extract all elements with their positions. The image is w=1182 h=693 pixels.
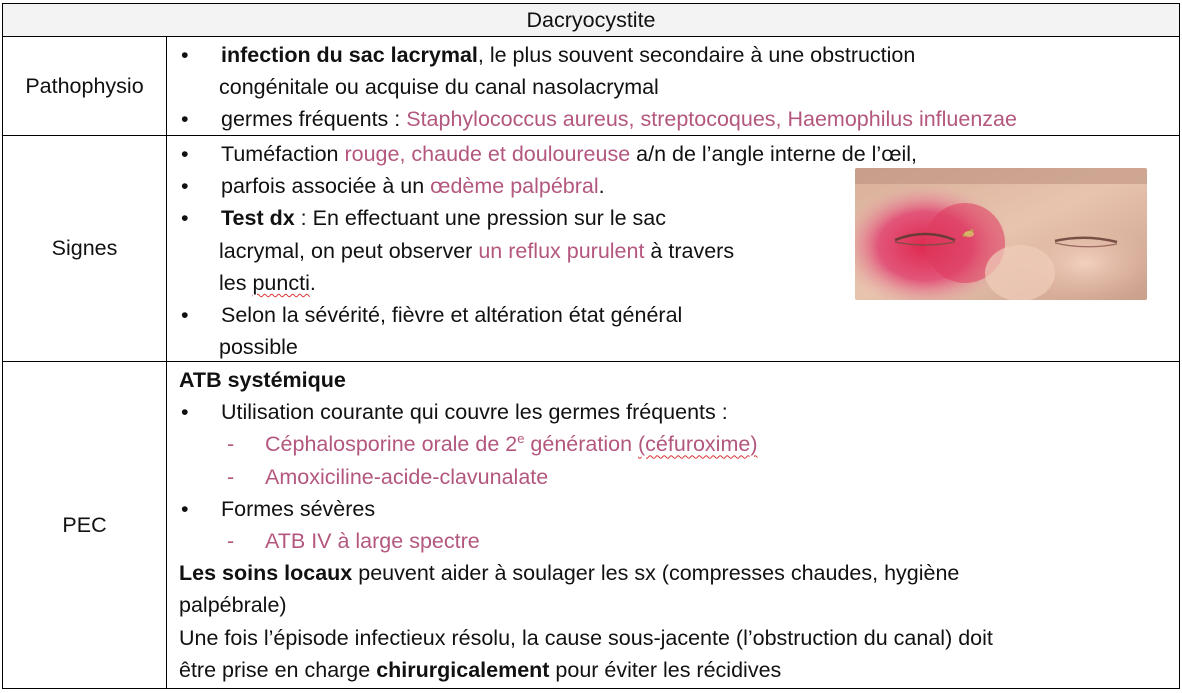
list-item [179,299,1179,331]
highlight: un reflux purulent [478,238,645,263]
table-title: Dacryocystite [3,4,1179,37]
superscript: e [517,431,525,447]
paragraph [179,557,1179,589]
text: a/n de l’angle interne de l’œil, [630,142,918,166]
text: être prise en charge [179,657,377,682]
sub-list-item [179,428,1179,460]
text: . [598,174,605,199]
row-label-pathophysio: Pathophysio [3,37,167,135]
row-content-pathophysio [167,37,1179,135]
row-label-signes: Signes [3,136,167,361]
row-content-pec [167,362,1179,688]
text: : En effectuant une pression sur le sac [294,206,666,231]
bullet-mark: • [181,206,189,231]
text: germes fréquents : [221,107,407,132]
sub-list-item [179,461,1179,493]
bullet-mark: • [181,142,189,166]
bullet-mark: • [181,303,189,328]
bold-term: Les soins locaux [179,561,353,586]
text: , le plus souvent secondaire à une obstruction [477,43,916,67]
text: . [309,270,316,295]
row-signes [3,136,1179,362]
bold-term: Test dx [221,206,295,231]
highlight: rouge, chaude et douloureuse [344,142,631,166]
list-item [179,103,1179,135]
text: Tuméfaction [221,142,345,166]
sub-list-item [179,525,1179,557]
text: Selon la sévérité, fièvre et altération état général [221,303,683,328]
list-item-continuation: congénitale ou acquise du canal nasolacrymal [219,75,659,100]
bullet-mark: • [181,400,189,425]
dash-mark: - [227,529,235,554]
bullet-mark: • [181,43,189,67]
germs-highlight: Staphylococcus aureus, streptocoques, Haemophilus influenzae [406,107,1017,132]
bold-term: chirurgicalement [376,657,550,682]
bullet-mark: • [181,496,189,521]
highlight: œdème palpébral [430,174,599,199]
paragraph: Une fois l’épisode infectieux résolu, la cause sous-jacente (l’obstruction du canal) doit [179,625,993,650]
row-content-signes [167,136,1179,361]
dacryocystite-table [2,3,1180,689]
bullet-mark: • [181,174,189,199]
bullet-mark: • [181,107,189,132]
spellcheck-underline-word: (céfuroxime) [638,432,758,457]
list-item [179,138,1179,170]
text: parfois associée à un [221,174,431,199]
text: peuvent aider à soulager les sx (compresses chaudes, hygiène [352,561,960,586]
dash-mark: - [227,464,235,489]
section-heading: ATB systémique [179,368,346,392]
paragraph-continuation [179,654,1179,686]
text: pour éviter les récidives [549,657,782,682]
text: Utilisation courante qui couvre les germes fréquents : [221,400,728,425]
text: ATB IV à large spectre [265,529,480,554]
list-item [179,396,1179,428]
list-item [179,39,1179,71]
paragraph-continuation: palpébrale) [179,593,287,618]
text: Amoxiciline-acide-clavunalate [265,464,549,489]
bold-term: infection du sac lacrymal [221,43,478,67]
text: à travers [644,238,735,263]
text: les [219,270,253,295]
spellcheck-underline-word: puncti [252,270,310,295]
row-label-pec: PEC [3,362,167,688]
list-item [179,493,1179,525]
list-item-continuation: possible [219,335,298,360]
row-pathophysio [3,37,1179,136]
text: génération [524,432,639,457]
eye-photo-illustration [855,168,1147,300]
text: Formes sévères [221,496,376,521]
clinical-photo [855,168,1147,300]
row-pec [3,362,1179,688]
dash-mark: - [227,432,235,457]
text: lacrymal, on peut observer [219,238,479,263]
text: Céphalosporine orale de 2 [265,432,518,457]
